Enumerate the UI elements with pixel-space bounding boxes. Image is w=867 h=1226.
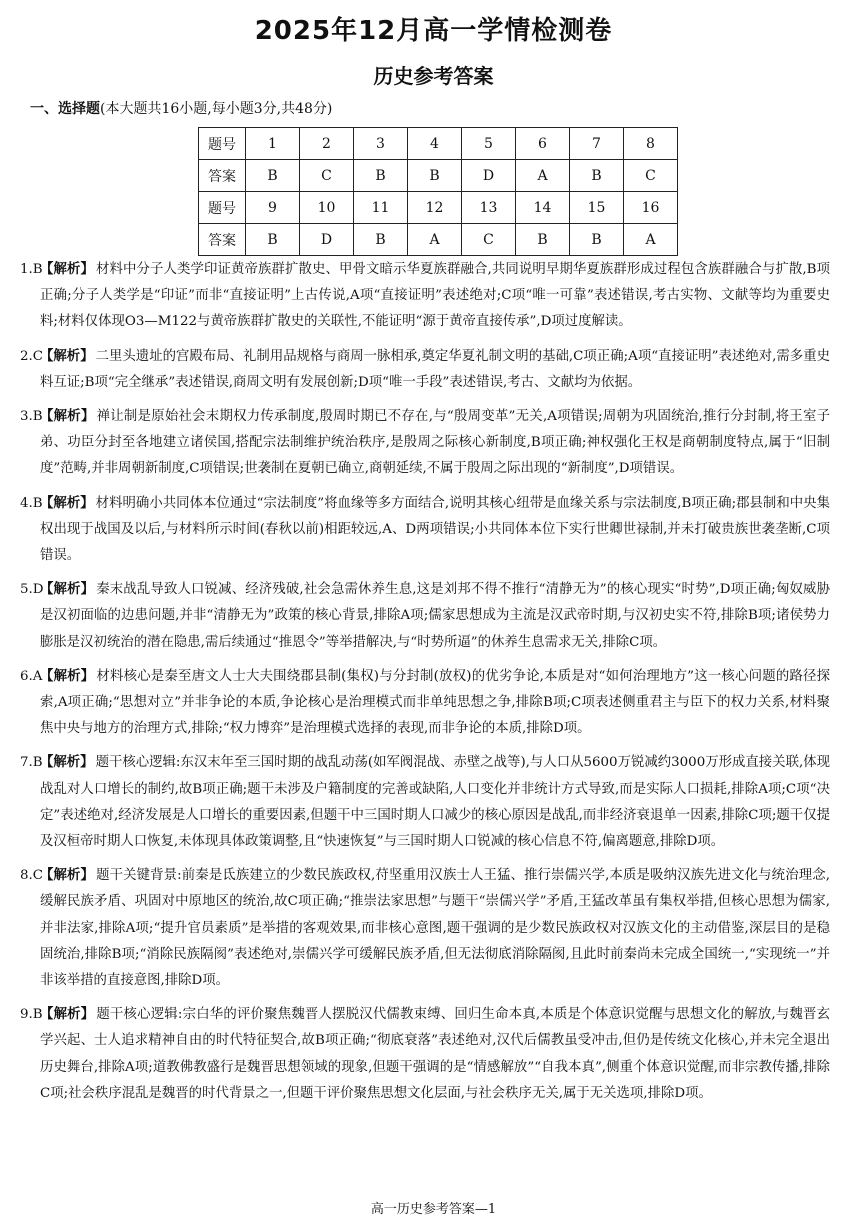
item-text: 二里头遗址的宫殿布局、礼制用品规格与商周一脉相承,奠定华夏礼制文明的基础,C项正确;A项“直接证明”表述绝对,需多重史料互证;B项“完全继承”表述错误,商周文明有发展创新;D项“唯一手段”表述错误,考古、文献均为依据。 bbox=[40, 348, 830, 390]
item-number: 9.B bbox=[20, 1007, 43, 1023]
analysis-tag: 【解析】 bbox=[40, 495, 94, 511]
item-number: 5.D bbox=[20, 582, 44, 598]
page-footer: 高一历史参考答案—1 bbox=[370, 1202, 497, 1217]
number-cell: 12 bbox=[408, 192, 462, 224]
answer-table-row-numbers-2 bbox=[199, 192, 678, 224]
page-title: 2025年12月高一学情检测卷 bbox=[254, 16, 613, 46]
number-cell: 9 bbox=[246, 192, 300, 224]
analysis-item-5 bbox=[20, 577, 830, 656]
analysis-tag: 【解析】 bbox=[40, 668, 95, 684]
analysis-tag: 【解析】 bbox=[40, 582, 95, 598]
analysis-tag: 【解析】 bbox=[40, 1007, 95, 1023]
section-heading-label: 一、选择题 bbox=[30, 101, 100, 117]
answer-cell: D bbox=[462, 160, 516, 192]
number-cell: 4 bbox=[408, 128, 462, 160]
item-number: 3.B bbox=[20, 409, 43, 425]
answer-table-row-answers-1 bbox=[199, 160, 678, 192]
analysis-tag: 【解析】 bbox=[40, 755, 94, 771]
item-number: 4.B bbox=[20, 495, 43, 511]
item-number: 6.A bbox=[20, 668, 43, 684]
answer-cell: B bbox=[354, 224, 408, 256]
answer-cell: B bbox=[246, 224, 300, 256]
section-heading bbox=[30, 98, 332, 118]
item-text: 题干核心逻辑:宗白华的评价聚焦魏晋人摆脱汉代儒教束缚、回归生命本真,本质是个体意识觉醒与思想文化的解放,与魏晋玄学兴起、士人追求精神自由的时代特征契合,故B项正确;“彻底衰落”表述绝对,汉代后儒教虽受冲击,但仍是传统文化核心,并未完全退出历史舞台,排除A项;道教佛教盛行是魏晋思想领域的现象,但题干强调的是“情感解放”“自我本真”,侧重个体意识觉醒,而非宗教传播,排除C项;社会秩序混乱是魏晋的时代背景之一,但题干评价聚焦思想文化层面,与社会秩序无关,属于无关选项,排除D项。 bbox=[40, 1007, 830, 1101]
answer-label-cell: 答案 bbox=[199, 160, 246, 192]
analysis-item-4 bbox=[20, 491, 830, 570]
analysis-tag: 【解析】 bbox=[40, 868, 95, 884]
answer-table bbox=[198, 127, 678, 256]
answer-cell: C bbox=[300, 160, 354, 192]
answer-cell: C bbox=[624, 160, 678, 192]
answer-table-row-answers-2 bbox=[199, 224, 678, 256]
analysis-item-1 bbox=[20, 257, 830, 336]
item-text: 材料核心是秦至唐文人士大夫围绕郡县制(集权)与分封制(放权)的优劣争论,本质是对“如何治理地方”这一核心问题的路径探索,A项正确;“思想对立”并非争论的本质,争论核心是治理模式而非单纯思想之争,排除B项;C项表述侧重君主与臣下的权力关系,材料聚焦中央与地方的治理方式,排除;“权力博弈”是治理模式选择的表现,而非争论的本质,排除D项。 bbox=[40, 668, 831, 737]
analysis-item-8 bbox=[20, 863, 830, 994]
item-text: 题干关键背景:前秦是氐族建立的少数民族政权,苻坚重用汉族士人王猛、推行崇儒兴学,本质是吸纳汉族先进文化与统治理念,缓解民族矛盾、巩固对中原地区的统治,故C项正确;“推崇法家思想”与题干“崇儒兴学”矛盾,王猛改革虽有集权举措,但核心思想为儒家,并非法家,排除A项;“提升官员素质”是举措的客观效果,而非核心意图,题干强调的是少数民族政权对汉族文化的主动借鉴,深层目的是稳固统治,排除B项;“消除民族隔阂”表述绝对,崇儒兴学可缓解民族矛盾,但无法彻底消除隔阂,且此时前秦尚未完成全国统一,“实现统一”并非该举措的直接意图,排除D项。 bbox=[40, 868, 830, 989]
number-cell: 6 bbox=[516, 128, 570, 160]
answer-cell: B bbox=[570, 160, 624, 192]
analysis-list bbox=[20, 257, 830, 1115]
page-subtitle: 历史参考答案 bbox=[373, 64, 494, 88]
number-cell: 15 bbox=[570, 192, 624, 224]
analysis-item-6 bbox=[20, 664, 830, 743]
answer-cell: B bbox=[408, 160, 462, 192]
item-number: 8.C bbox=[20, 868, 44, 884]
number-cell: 8 bbox=[624, 128, 678, 160]
header-label-cell: 题号 bbox=[199, 128, 246, 160]
analysis-item-9 bbox=[20, 1002, 830, 1107]
answer-cell: A bbox=[624, 224, 678, 256]
answer-label-cell: 答案 bbox=[199, 224, 246, 256]
item-text: 材料明确小共同体本位通过“宗法制度”将血缘等多方面结合,说明其核心纽带是血缘关系与宗法制度,B项正确;郡县制和中央集权出现于战国及以后,与材料所示时间(春秋以前)相距较远,A、D两项错误;小共同体本位下实行世卿世禄制,并未打破贵族世袭垄断,C项错误。 bbox=[40, 495, 830, 564]
analysis-tag: 【解析】 bbox=[40, 409, 95, 425]
item-number: 7.B bbox=[20, 755, 43, 771]
number-cell: 11 bbox=[354, 192, 408, 224]
answer-cell: B bbox=[570, 224, 624, 256]
number-cell: 1 bbox=[246, 128, 300, 160]
number-cell: 7 bbox=[570, 128, 624, 160]
analysis-item-7 bbox=[20, 750, 830, 855]
analysis-item-3 bbox=[20, 404, 830, 483]
answer-cell: B bbox=[516, 224, 570, 256]
analysis-tag: 【解析】 bbox=[40, 348, 94, 364]
item-number: 2.C bbox=[20, 348, 44, 364]
number-cell: 14 bbox=[516, 192, 570, 224]
answer-cell: A bbox=[516, 160, 570, 192]
item-number: 1.B bbox=[20, 262, 43, 277]
number-cell: 2 bbox=[300, 128, 354, 160]
analysis-tag: 【解析】 bbox=[40, 262, 95, 277]
header-label-cell: 题号 bbox=[199, 192, 246, 224]
number-cell: 5 bbox=[462, 128, 516, 160]
answer-cell: B bbox=[354, 160, 408, 192]
section-heading-note: (本大题共16小题,每小题3分,共48分) bbox=[100, 101, 333, 117]
number-cell: 3 bbox=[354, 128, 408, 160]
number-cell: 16 bbox=[624, 192, 678, 224]
item-text: 题干核心逻辑:东汉末年至三国时期的战乱动荡(如军阀混战、赤壁之战等),与人口从5600万锐减约3000万形成直接关联,体现战乱对人口增长的制约,故B项正确;题干未涉及户籍制度的完善或缺陷,人口变化并非统计方式导致,而是实际人口损耗,排除A项;C项“决定”表述绝对,经济发展是人口增长的重要因素,但题干中三国时期人口减少的核心原因是战乱,而非经济衰退单一因素,排除C项;题干仅提及汉桓帝时期人口恢复,未体现具体政策调整,且“快速恢复”与三国时期人口锐减的核心信息不符,偏离题意,排除D项。 bbox=[40, 755, 830, 850]
number-cell: 13 bbox=[462, 192, 516, 224]
item-text: 禅让制是原始社会末期权力传承制度,殷周时期已不存在,与“殷周变革”无关,A项错误;周朝为巩固统治,推行分封制,将王室子弟、功臣分封至各地建立诸侯国,搭配宗法制维护统治秩序,是殷周之际核心新制度,B项正确;神权强化王权是商朝制度特点,属于“旧制度”范畴,并非周朝新制度,C项错误;世袭制在夏朝已确立,商朝延续,不属于殷周之际出现的“新制度”,D项错误。 bbox=[40, 409, 831, 477]
item-text: 材料中分子人类学印证黄帝族群扩散史、甲骨文暗示华夏族群融合,共同说明早期华夏族群形成过程包含族群融合与扩散,B项正确;分子人类学是“印证”而非“直接证明”上古传说,A项“直接证明”表述绝对;C项“唯一可靠”表述错误,考古实物、文献等均为重要史料;材料仅体现O3—M122与黄帝族群扩散史的关联性,不能证明“源于黄帝直接传承”,D项过度解读。 bbox=[40, 262, 831, 330]
answer-table-row-numbers-1 bbox=[199, 128, 678, 160]
item-text: 秦末战乱导致人口锐减、经济残破,社会急需休养生息,这是刘邦不得不推行“清静无为”的核心现实“时势”,D项正确;匈奴威胁是汉初面临的边患问题,并非“清静无为”政策的核心背景,排除A项;儒家思想成为主流是汉武帝时期,与汉初史实不符,排除B项;诸侯势力膨胀是汉初统治的潜在隐患,需后续通过“推恩令”等举措解决,与“时势所逼”的休养生息需求无关,排除C项。 bbox=[40, 582, 830, 650]
answer-cell: B bbox=[246, 160, 300, 192]
analysis-item-2 bbox=[20, 344, 830, 396]
number-cell: 10 bbox=[300, 192, 354, 224]
answer-cell: D bbox=[300, 224, 354, 256]
answer-cell: C bbox=[462, 224, 516, 256]
answer-cell: A bbox=[408, 224, 462, 256]
